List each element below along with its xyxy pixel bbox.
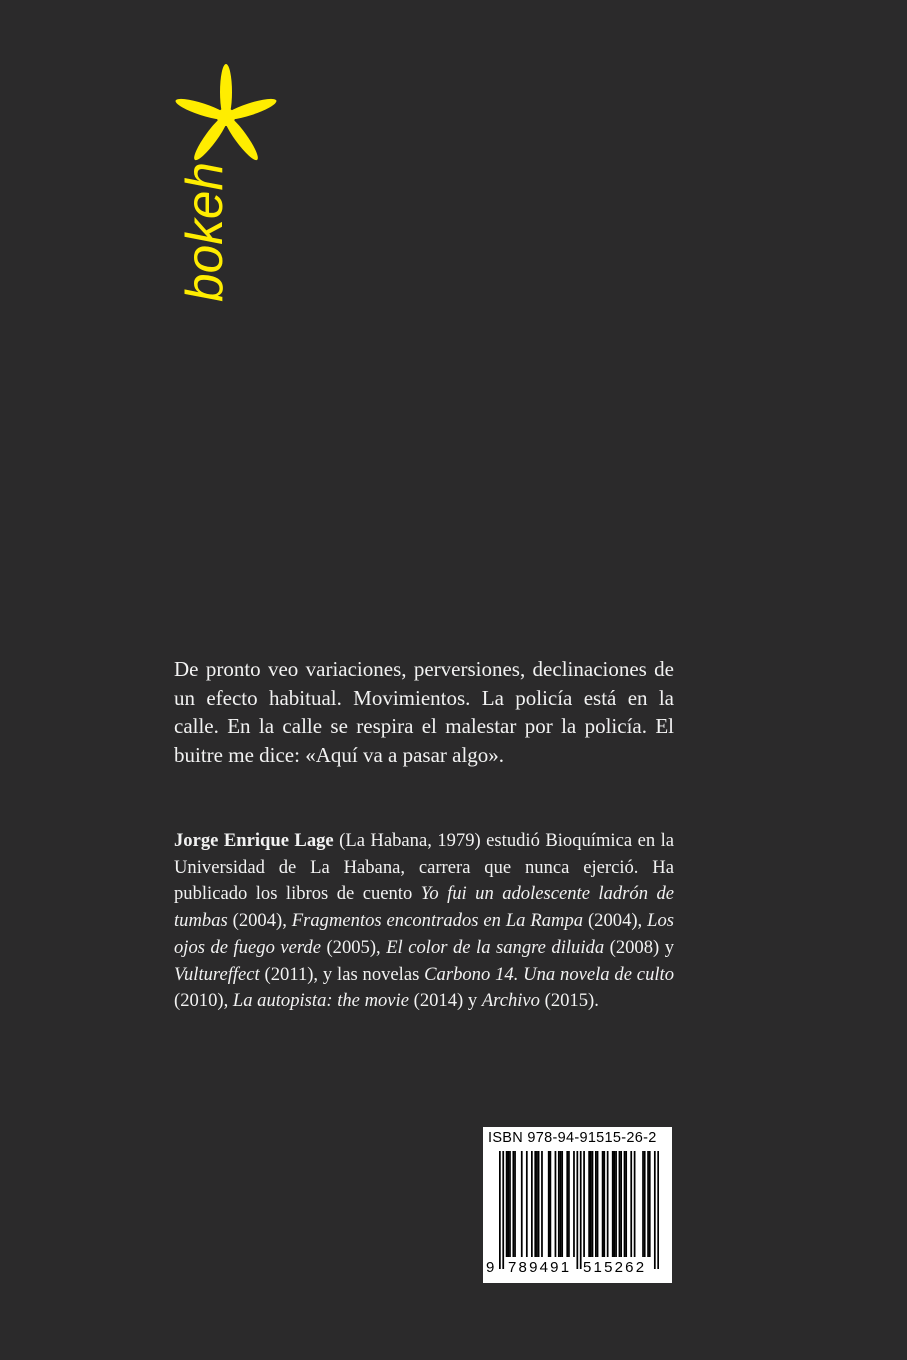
- barcode-bar: [619, 1151, 621, 1257]
- barcode-bar: [534, 1151, 536, 1257]
- barcode-bar: [514, 1151, 516, 1257]
- barcode-bar: [538, 1151, 540, 1257]
- barcode-bar: [625, 1151, 627, 1257]
- barcode-digits-right: 515262: [583, 1259, 647, 1276]
- barcode-digits-left: 789491: [508, 1259, 572, 1276]
- barcode-bar: [558, 1151, 560, 1257]
- barcode-bar: [592, 1151, 594, 1257]
- barcode-bar: [590, 1151, 592, 1257]
- barcode-bar: [647, 1151, 649, 1257]
- barcode-bars: [499, 1151, 659, 1269]
- isbn-barcode: [483, 1127, 672, 1283]
- barcode-bar: [506, 1151, 508, 1257]
- barcode-bar: [561, 1151, 563, 1257]
- barcode-bar: [548, 1151, 550, 1257]
- barcode-bar: [649, 1151, 651, 1257]
- barcode-bar: [550, 1151, 552, 1257]
- barcode-bar: [536, 1151, 538, 1257]
- book-title: El color de la sangre diluida: [386, 936, 605, 958]
- book-title: Fragmentos encontrados en La Rampa: [291, 910, 584, 932]
- barcode-bar: [634, 1151, 636, 1257]
- barcode-bar: [566, 1151, 568, 1257]
- barcode-bar: [615, 1151, 617, 1257]
- barcode-bar: [507, 1151, 509, 1257]
- barcode-bar: [588, 1151, 590, 1257]
- barcode-bar: [555, 1151, 557, 1257]
- barcode-bar: [541, 1151, 543, 1257]
- book-title: La autopista: the movie: [232, 990, 409, 1012]
- barcode-bar: [526, 1151, 528, 1257]
- author-name: Jorge Enrique Lage: [174, 830, 334, 851]
- barcode-bar: [657, 1151, 659, 1269]
- book-title: Los ojos de fuego verde: [174, 910, 674, 958]
- barcode-bar: [583, 1151, 585, 1257]
- barcode-bar: [512, 1151, 514, 1257]
- bokeh-logo: [160, 62, 280, 362]
- barcode-bar: [573, 1151, 575, 1257]
- barcode-bar: [531, 1151, 533, 1257]
- author-bio-text: Jorge Enrique Lage (La Habana, 1979) estudió Bioquímica en la Universidad de La Habana, carrera que nunca ejerció. Ha publicado los libros de cuento Yo fui un adolescente ladrón de tumbas (2004), Fragmentos encontrados en La Rampa (2004), Los ojos de fuego verde (2005), El color de la sangre diluida (2008) y Vultureffect (2011), y las novelas Carbono 14. Una novela de culto (2010), La autopista: the movie (2014) y Archivo (2015).: [174, 830, 674, 1012]
- barcode-bar: [560, 1151, 562, 1257]
- barcode-bar: [502, 1151, 504, 1269]
- bokeh-logo-text: bokeh: [176, 160, 234, 302]
- barcode-bar: [620, 1151, 622, 1257]
- book-title: Archivo: [481, 990, 540, 1012]
- barcode-bar: [580, 1151, 582, 1269]
- book-title: Vultureffect: [174, 963, 260, 985]
- barcode-bar: [654, 1151, 656, 1269]
- barcode-digit-first: 9: [486, 1259, 495, 1276]
- barcode-bar: [602, 1151, 604, 1257]
- barcode-bar: [614, 1151, 616, 1257]
- blurb: [174, 655, 674, 769]
- barcode-bar: [595, 1151, 597, 1257]
- barcode-bar: [607, 1151, 609, 1257]
- book-title: Carbono 14. Una novela de culto: [424, 963, 674, 985]
- barcode-bar: [603, 1151, 605, 1257]
- bokeh-wordmark: [160, 62, 280, 362]
- book-title: Yo fui un adolescente ladrón de tumbas: [174, 883, 674, 932]
- barcode-bar: [597, 1151, 599, 1257]
- barcode-bar: [521, 1151, 523, 1257]
- blurb-text: De pronto veo variaciones, perversiones, declinaciones de un efecto habitual. Movimientos. La policía está en la calle. En la calle se respira el malestar por la policía. El buitre me dice: «Aquí va a pasar algo».: [174, 657, 674, 767]
- author-bio: [174, 828, 674, 1015]
- barcode-bar: [612, 1151, 614, 1257]
- isbn-label: ISBN 978-94-91515-26-2: [488, 1130, 657, 1146]
- barcode-bar: [630, 1151, 632, 1257]
- barcode-bar: [576, 1151, 578, 1269]
- barcode-bar: [642, 1151, 644, 1257]
- barcode-bar: [644, 1151, 646, 1257]
- barcode-bar: [499, 1151, 501, 1269]
- barcode-bar: [568, 1151, 570, 1257]
- barcode-bar: [509, 1151, 511, 1257]
- barcode-bar: [624, 1151, 626, 1257]
